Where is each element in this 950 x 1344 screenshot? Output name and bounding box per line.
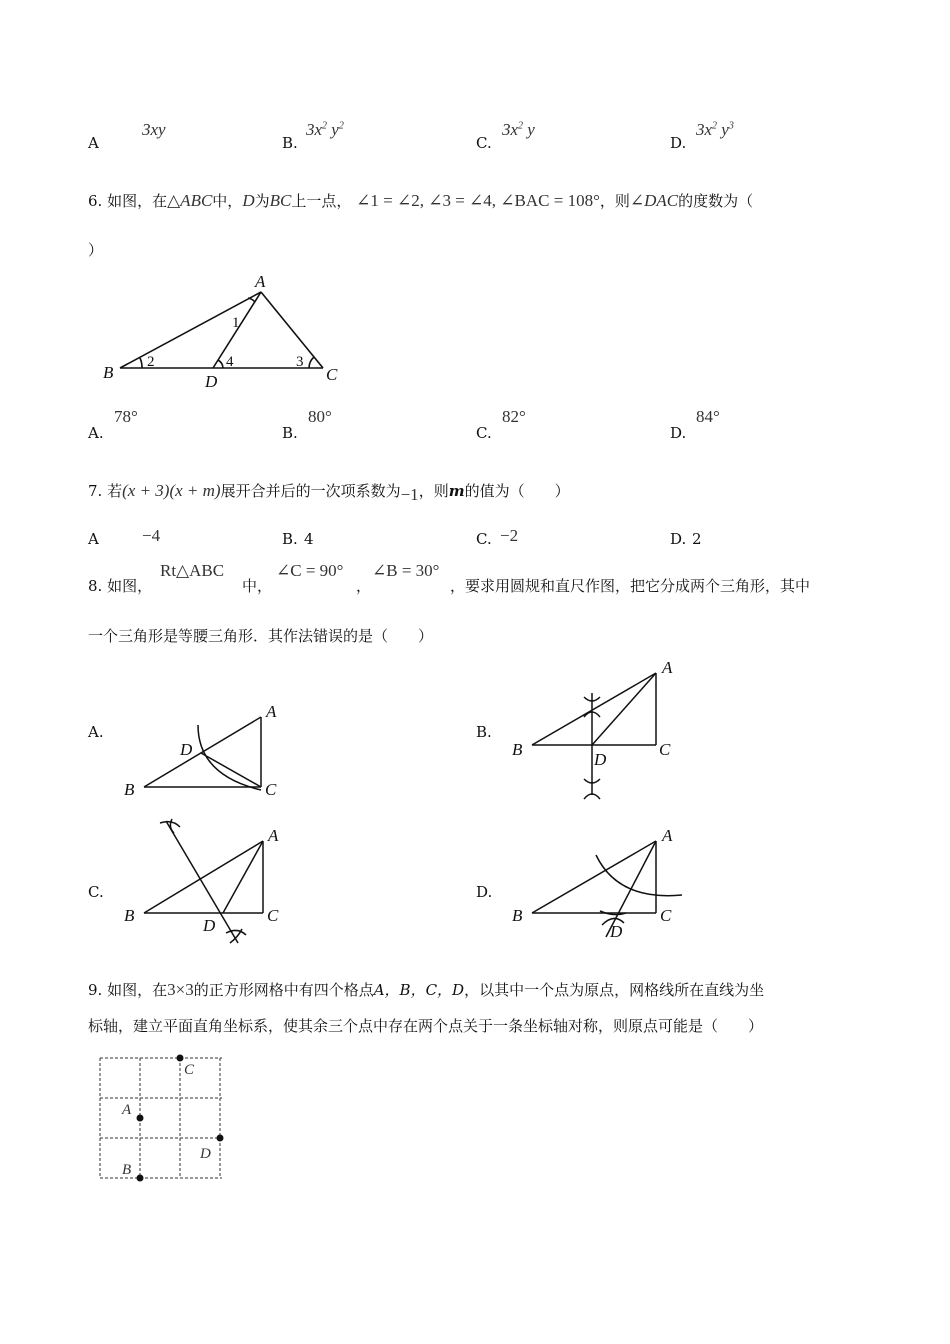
q6-option-d-label: D. [670,424,687,442]
q7-stem [88,481,570,505]
q5-option-a-label: A [88,134,99,152]
q8-option-c-figure[interactable] [120,815,290,950]
q8-text-a: 如图， [107,577,153,595]
q8d-fig-a: A [662,826,673,845]
q8c-fig-b: B [124,906,135,925]
q7-option-d-label: D. [670,530,687,548]
q8c-fig-d: D [203,916,216,935]
q9-number: 9. [88,981,103,999]
q6-fig-a: A [255,272,266,291]
q7-number: 7. [88,482,103,500]
q6-angle3-arc [309,357,314,368]
q8-number: 8. [88,577,103,595]
q7-option-a-label: A [88,530,99,548]
q6-number: 6. [88,192,103,210]
q9-points: A，B，C，D [373,981,465,999]
q6-triangle: △ABC [167,191,213,210]
q6-stem [88,191,753,211]
q7-coefficient: −1 [400,485,419,504]
q8a-fig-d: D [180,740,193,759]
q6-text-c: 为 [254,192,270,210]
q9-grid-size: 3×3 [167,980,194,999]
q8-rt-triangle: Rt△ABC [160,561,225,580]
q8-option-a-label[interactable]: A. [88,723,104,741]
q7-text-d: 的值为（ ） [464,482,570,500]
q8c-fig-c: C [267,906,279,925]
q7-text-c: ，则 [418,482,449,500]
q9-fig-d: D [200,1146,211,1162]
q6-option-c-value: 82° [502,407,526,426]
q7-text-b: 展开合并后的一次项系数为 [220,482,401,500]
q5-option-c-expr: $3x^2$ y [502,120,535,139]
q8-option-a-figure[interactable] [120,695,290,805]
q8a-fig-a: A [266,702,277,721]
q8c-fig-a: A [268,826,279,845]
q8-option-d-label[interactable]: D. [476,883,493,901]
q6-fig-angle3: 3 [296,354,304,370]
q6-angle2-arc [140,358,142,368]
q5-option-a-expr: 3xy [142,120,166,139]
q8-option-b-figure[interactable] [508,655,688,805]
q9-point-b [137,1175,144,1182]
q6-segment-bc: BC [269,191,292,210]
q6-text-a: 如图，在 [107,192,168,210]
q9-grid-figure [96,1052,232,1186]
q7-option-c-value: −2 [500,526,519,545]
q8-option-b-label[interactable]: B. [476,723,492,741]
q6-option-c-label: C. [476,424,492,442]
q9-fig-c: C [184,1062,195,1078]
q6-text-b: 中， [212,192,243,210]
q8b-fig-d: D [594,750,607,769]
q9-text-a: 如图，在 [107,981,168,999]
q6-target-angle: ∠DAC [629,191,679,210]
q9-stem-line1 [88,980,764,1000]
q7-option-b-label: B. [282,530,298,548]
q7-var-m: m [448,482,465,500]
q6-side-ac [261,292,323,368]
q6-option-b-label: B. [282,424,298,442]
q9-text-b: 的正方形网格中有四个格点 [193,981,374,999]
q7-option-b-value: 4 [304,530,314,548]
q6-point-d: D [242,191,255,210]
q6-side-ab [120,292,261,368]
q7-option-d-value: 2 [692,530,702,548]
q9-text-c: ，以其中一个点为原点，网格线所在直线为坐 [464,981,765,999]
q6-conditions: ∠1 = ∠2, ∠3 = ∠4, ∠BAC = 108° [356,191,600,210]
q5-option-b-expr: $3x^2$ $y^2$ [306,120,344,139]
q8b-fig-c: C [659,740,671,759]
q6-option-a-label: A. [88,424,104,442]
q8-stem-line1 [88,576,152,596]
q6-text-d: 上一点， [291,192,352,210]
q6-text-e: ，则 [599,192,630,210]
q6-fig-d: D [205,372,218,390]
q9-point-d [217,1135,224,1142]
q6-fig-b: B [103,363,114,382]
q8-option-d-figure[interactable] [508,815,688,945]
q9-point-a [137,1115,144,1122]
q5-option-d-label: D. [670,134,687,152]
q8b-fig-b: B [512,740,523,759]
q6-text-f: 的度数为（ [678,192,754,210]
q8-cond1: ∠C = 90° [276,561,344,580]
q5-option-b-label: B. [282,134,298,152]
q8d-fig-c: C [660,906,672,925]
q6-angle4-arc [218,360,223,368]
q6-angle1-arc [248,298,255,302]
q7-option-c-label: C. [476,530,492,548]
q6-fig-angle2: 2 [147,354,155,370]
q8-stem-line2: 一个三角形是等腰三角形．其作法错误的是（ ） [88,627,434,645]
q8-text-c: ，要求用圆规和直尺作图，把它分成两个三角形，其中 [450,577,811,595]
q9-stem-line2: 标轴，建立平面直角坐标系，使其余三个点中存在两个点关于一条坐标轴对称，则原点可能是（ ） [88,1017,764,1035]
q7-expression: (x + 3)(x + m) [122,481,221,500]
q8-sep: ， [356,577,372,595]
q6-close-paren: ） [88,241,104,259]
q8d-fig-d: D [610,922,623,941]
q5-option-d-expr: $3x^2$ $y^3$ [696,120,734,139]
q7-option-a-value: −4 [142,526,161,545]
q8-option-c-label[interactable]: C. [88,883,104,901]
q8d-fig-b: B [512,906,523,925]
q6-option-b-value: 80° [308,407,332,426]
q6-option-d-value: 84° [696,407,720,426]
q9-fig-a: A [122,1102,132,1118]
q6-fig-angle4: 4 [226,354,234,370]
q8-text-b: 中， [242,577,273,595]
q9-fig-b: B [122,1162,132,1178]
q6-fig-c: C [326,365,338,384]
q6-fig-angle1: 1 [232,315,240,331]
q8-cond2: ∠B = 30° [372,561,440,580]
q9-point-c [177,1055,184,1062]
q5-option-c-label: C. [476,134,492,152]
q7-text-a: 若 [107,482,123,500]
q6-triangle-figure [95,270,355,390]
q8a-fig-c: C [265,780,277,799]
q8b-fig-a: A [662,658,673,677]
q6-option-a-value: 78° [114,407,138,426]
q8a-fig-b: B [124,780,135,799]
